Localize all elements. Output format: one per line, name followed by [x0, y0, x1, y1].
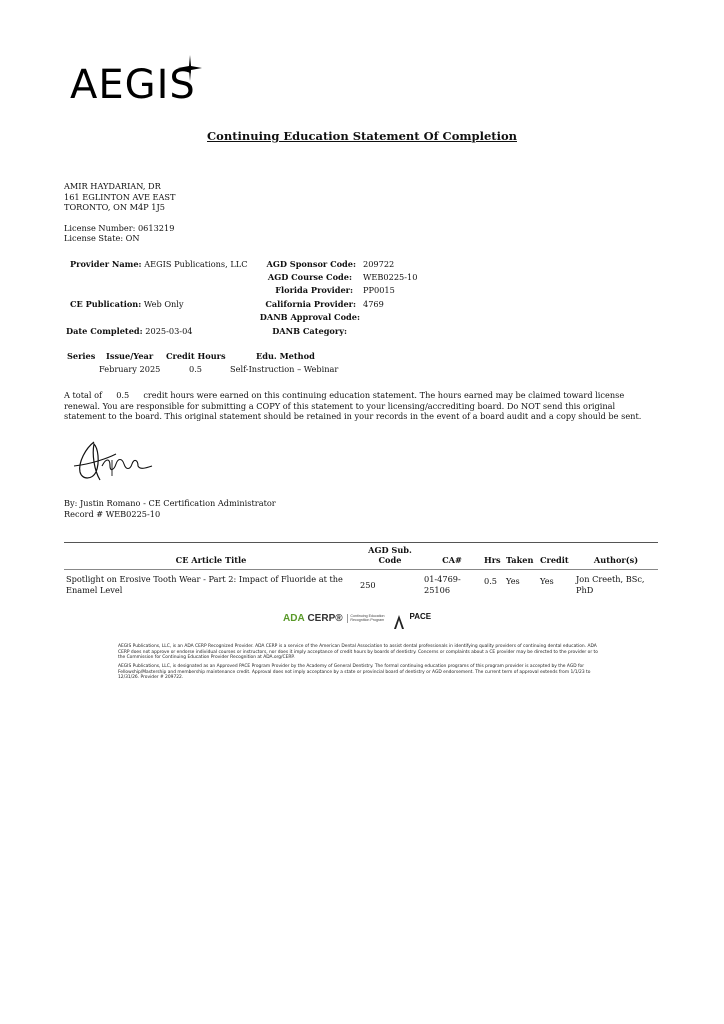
series-header-method: Edu. Method	[256, 351, 315, 361]
header-authors: Author(s)	[574, 542, 658, 570]
agd-sponsor-value: 209722	[363, 259, 395, 269]
recipient-block	[64, 181, 175, 244]
articles-table	[64, 542, 658, 599]
agd-course-value: WEB0225-10	[363, 272, 418, 282]
provider-name-value: AEGIS Publications, LLC	[144, 259, 248, 269]
pace-logo	[393, 612, 431, 630]
ada-logo-text: ADA	[283, 613, 305, 624]
danb-category-label: DANB Category:	[272, 326, 347, 336]
article-agd-sub: 250	[360, 580, 376, 590]
ada-program-text: Continuing Education Recognition Program	[347, 614, 388, 622]
article-taken: Yes	[506, 576, 520, 586]
date-completed-value: 2025-03-04	[145, 326, 193, 336]
header-credit: Credit	[538, 542, 574, 570]
header-taken: Taken	[504, 542, 538, 570]
ada-fine-print: AEGIS Publications, LLC, is an ADA CERP Recognized Provider. ADA CERP is a service of the American Dental Association to assist dental professionals in identifying quality providers of continuing dental education. ADA CERP does not approve or endorse individual courses or instructors, nor does it imply acceptance of credit hours by boards of dentistry. Concerns or complaints about a CE provider may be directed to the provider or to the Commission for Continuing Education Provider Recognition at ADA.org/CERP.	[118, 644, 598, 661]
statement-line1: credit hours were earned on this continuing education statement. The hours earned may be claimed toward license	[143, 390, 625, 400]
record-number: Record # WEB0225-10	[64, 508, 161, 519]
agd-sponsor-label: AGD Sponsor Code:	[266, 259, 356, 269]
pace-fine-print: AEGIS Publications, LLC, is designated as an Approved PACE Program Provider by the Academy of General Dentistry. The formal continuing education programs of this program provider is accepted by the AGD for Fellowship/Mastership and membership maintenance credit. Approval does not imply acceptance by a state or provincial board of dentistry or AGD endorsement. The current term of approval extends from 1/1/23 to 12/31/26. Provider # 209722.	[118, 664, 591, 681]
article-ca-number: 01-4769-25106	[424, 574, 461, 595]
page-title: Continuing Education Statement Of Completion	[207, 129, 517, 143]
california-provider-label: California Provider:	[265, 299, 356, 309]
series-credit-hours: 0.5	[189, 364, 203, 374]
statement-line2: renewal. You are responsible for submitting a COPY of this statement to your licensing/accrediting board. Do NOT send this original	[64, 400, 616, 411]
pace-logo-text: PACE	[409, 612, 432, 621]
article-authors: Jon Creeth, BSc, PhD	[576, 574, 645, 595]
statement-line3: statement to the board. This original statement should be retained in your records in the event of a board audit and a copy should be sent.	[64, 411, 642, 421]
header-ca-number: CA#	[422, 542, 482, 570]
florida-provider-value: PP0015	[363, 285, 395, 295]
date-completed-label: Date Completed:	[66, 326, 143, 336]
license-number: License Number: 0613219	[64, 222, 175, 233]
article-hrs: 0.5	[484, 576, 498, 586]
series-header-series: Series	[67, 351, 96, 361]
signature-block	[64, 498, 276, 519]
statement-total-label: A total of	[64, 390, 103, 400]
cerp-logo-text: CERP®	[307, 613, 343, 624]
series-issue-year: February 2025	[99, 364, 161, 374]
series-header-credit: Credit Hours	[166, 351, 226, 361]
ce-publication-label: CE Publication:	[70, 299, 142, 309]
header-agd-sub-code: AGD Sub. Code	[358, 542, 422, 570]
statement-paragraph	[64, 390, 664, 422]
license-state: License State: ON	[64, 233, 140, 243]
ada-cerp-logo	[283, 613, 388, 624]
series-edu-method: Self-Instruction – Webinar	[230, 364, 339, 374]
articles-header-row	[64, 542, 658, 570]
statement-total-hours: 0.5	[116, 390, 130, 400]
header-article-title: CE Article Title	[64, 542, 358, 570]
header-hrs: Hrs	[482, 542, 504, 570]
recipient-name: AMIR HAYDARIAN, DR	[64, 181, 161, 191]
aegis-logo: AEGIS	[70, 62, 196, 108]
article-credit: Yes	[540, 576, 554, 586]
date-completed-row	[66, 326, 193, 336]
signature-by: By: Justin Romano - CE Certification Administrator	[64, 498, 276, 508]
table-row	[64, 570, 658, 600]
florida-provider-label: Florida Provider:	[275, 285, 353, 295]
ce-publication-value: Web Only	[143, 299, 184, 309]
recipient-address2: TORONTO, ON M4P 1J5	[64, 202, 165, 212]
star-sparkle-icon	[178, 55, 202, 81]
ce-publication-row	[70, 299, 184, 309]
california-provider-value: 4769	[363, 299, 384, 309]
pace-triangle-icon	[393, 614, 405, 630]
series-header-issue: Issue/Year	[106, 351, 154, 361]
danb-approval-label: DANB Approval Code:	[259, 312, 360, 322]
signature-image	[72, 436, 156, 488]
article-title: Spotlight on Erosive Tooth Wear - Part 2: Impact of Fluoride at the Enamel Level	[66, 574, 343, 595]
provider-name-label: Provider Name:	[70, 259, 142, 269]
agd-course-label: AGD Course Code:	[267, 272, 352, 282]
recipient-address1: 161 EGLINTON AVE EAST	[64, 191, 176, 202]
